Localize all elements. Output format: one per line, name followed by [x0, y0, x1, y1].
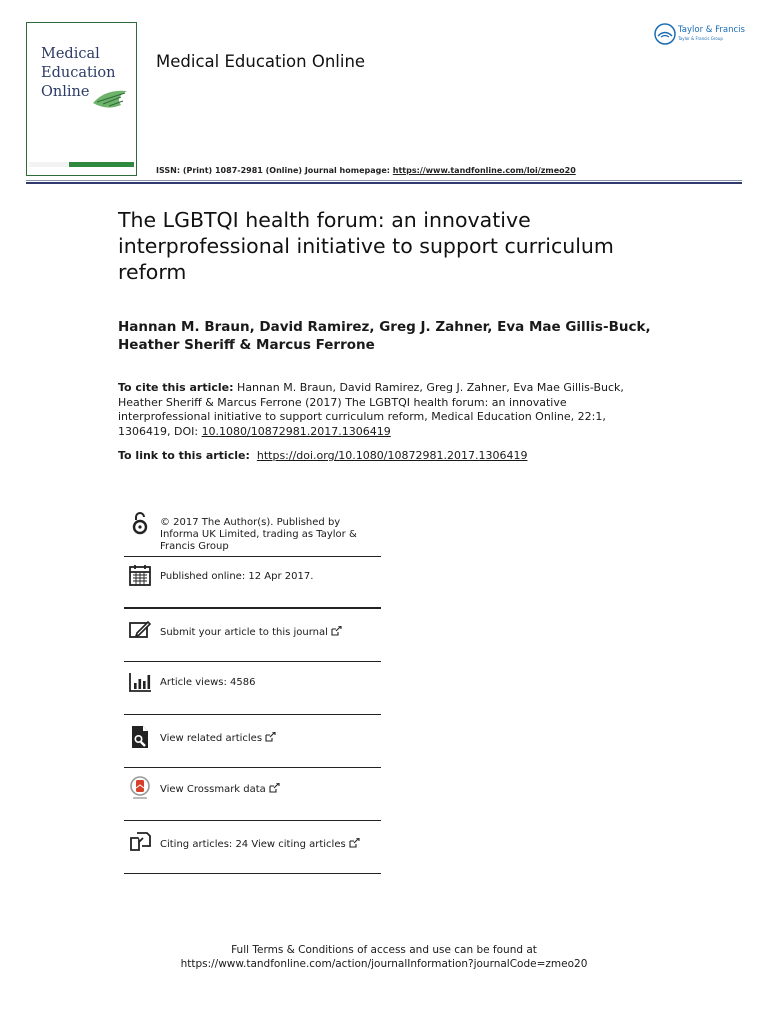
publisher-logo-name: Taylor & Francis	[678, 25, 745, 35]
external-link-icon	[331, 626, 342, 636]
footer-url[interactable]: https://www.tandfonline.com/action/journalInformation?journalCode=zmeo20	[180, 958, 588, 970]
article-title: The LGBTQI health forum: an innovative interprofessional initiative to support curriculum reform	[118, 208, 614, 284]
copyright-text: © 2017 The Author(s). Published by Informa UK Limited, trading as Taylor & Francis Group	[160, 517, 357, 552]
cite-label: To cite this article:	[118, 381, 234, 394]
calendar-icon	[128, 563, 152, 587]
copyright-item	[124, 508, 381, 557]
external-link-icon	[269, 783, 280, 793]
article-doi-url[interactable]: https://doi.org/10.1080/10872981.2017.1306419	[256, 449, 528, 462]
article-authors: Hannan M. Braun, David Ramirez, Greg J. Zahner, Eva Mae Gillis-Buck, Heather Sheriff & Marcus Ferrone	[118, 319, 651, 353]
crossmark-item[interactable]	[124, 768, 381, 821]
published-item	[124, 557, 381, 609]
article-link-line	[118, 449, 678, 463]
published-date: Published online: 12 Apr 2017.	[160, 571, 314, 582]
footer	[0, 943, 768, 971]
views-item	[124, 662, 381, 715]
cite-text: Hannan M. Braun, David Ramirez, Greg J. Zahner, Eva Mae Gillis-Buck, Heather Sheriff & Marcus Ferrone (2017) The LGBTQI health forum: an innovative interprofessional initiative to support curriculum reform, Medical Education Online, 22:1, 1306419, DOI:	[118, 381, 624, 438]
view-crossmark-label: View Crossmark data	[160, 784, 266, 795]
link-label: To link to this article:	[118, 449, 250, 462]
view-citing-label: Citing articles: 24 View citing articles	[160, 839, 346, 850]
view-related-label: View related articles	[160, 733, 263, 744]
doi-link[interactable]: 10.1080/10872981.2017.1306419	[201, 424, 391, 438]
external-link-icon	[265, 732, 276, 742]
related-item[interactable]	[124, 715, 381, 768]
citation	[118, 381, 638, 439]
cover-leaf-icon	[91, 85, 131, 113]
submit-item[interactable]	[124, 609, 381, 662]
cover-title-line: Online	[41, 84, 90, 100]
cover-title-line: Medical	[41, 46, 100, 62]
issn-text: ISSN: (Print) 1087-2981 (Online) Journal homepage:	[156, 166, 393, 175]
issn-line	[156, 166, 576, 175]
cover-title-line: Education	[41, 65, 116, 81]
crossmark-icon	[128, 776, 152, 800]
view-crossmark-link[interactable]	[160, 783, 380, 796]
journal-homepage-link[interactable]: https://www.tandfonline.com/loi/zmeo20	[392, 166, 576, 175]
footer-terms: Full Terms & Conditions of access and use can be found at	[231, 944, 537, 956]
bar-chart-icon	[128, 670, 152, 694]
external-link-icon	[349, 838, 360, 848]
cover-bar-left	[29, 162, 69, 167]
view-citing-articles-link[interactable]	[160, 838, 380, 851]
journal-title[interactable]: Medical Education Online	[156, 52, 366, 71]
header-divider	[26, 182, 742, 184]
article-info-list	[124, 508, 381, 874]
citing-item[interactable]	[124, 821, 381, 874]
publisher-logo[interactable]	[654, 22, 746, 46]
search-document-icon	[128, 725, 152, 749]
edit-icon	[128, 618, 152, 642]
open-access-icon	[128, 511, 152, 535]
submit-article-label: Submit your article to this journal	[160, 627, 328, 638]
view-related-articles-link[interactable]	[160, 732, 380, 745]
header-divider-thin	[26, 180, 742, 181]
citing-icon	[128, 830, 152, 854]
article-views: Article views: 4586	[160, 677, 256, 688]
submit-article-link[interactable]	[160, 626, 380, 639]
journal-cover	[26, 22, 137, 176]
publisher-logo-icon	[654, 23, 676, 45]
publisher-logo-sub: Taylor & Francis Group	[678, 36, 723, 41]
